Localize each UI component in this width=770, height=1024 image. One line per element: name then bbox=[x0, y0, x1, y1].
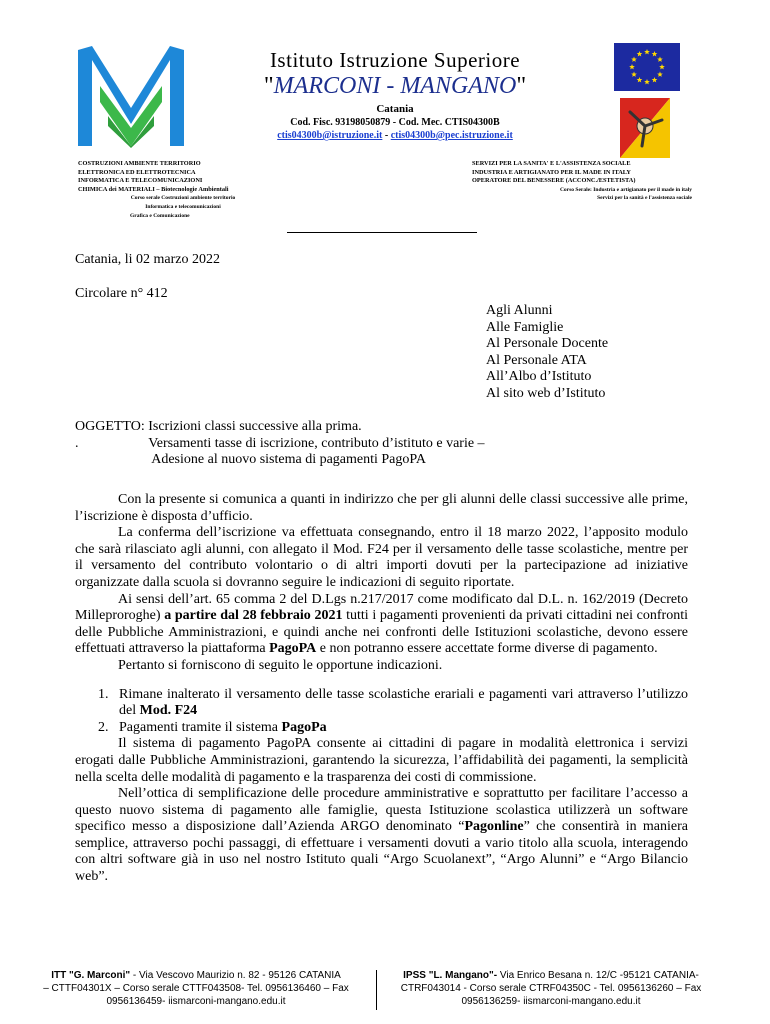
recipient: Alle Famiglie bbox=[486, 319, 564, 335]
header-divider bbox=[287, 232, 477, 233]
sicily-emblem-icon bbox=[620, 98, 670, 158]
recipient: Al Personale Docente bbox=[486, 336, 609, 351]
course-left-4: CHIMICA dei MATERIALI – Biotecnologie Ambientali bbox=[78, 185, 229, 193]
footer-left bbox=[30, 969, 362, 1008]
subject-line: . Versamenti tasse di iscrizione, contributo d’istituto e varie – bbox=[75, 435, 485, 451]
paragraph: Ai sensi dell’art. 65 comma 2 del D.Lgs n.217/2017 come modificato dal D.L. n. 162/2019 (Decreto Milleproroghe) a partire dal 28 febbraio 2021 tutti i pagamenti provenienti da privati cittadini nei confronti delle Pubbliche Amministrazioni, e quindi anche nei confronti delle Istituzioni scolastiche, devono essere effettuati attraverso la piattaforma PagoPA e non potranno essere accettate forme diverse di pagamento. bbox=[75, 591, 688, 657]
course-right-5: Servizi per la sanità e l'assistenza sociale bbox=[597, 195, 692, 202]
list-item: 1. Rimane inalterato il versamento delle tasse scolastiche erariali e pagamenti vari attraverso l’utilizzo del Mod. F24 bbox=[98, 686, 688, 719]
school-emails bbox=[195, 130, 595, 141]
footer-left-line3: 0956136459- iismarconi-mangano.edu.it bbox=[106, 996, 286, 1007]
email-separator: - bbox=[382, 130, 391, 141]
footer-right-line2: CTRF043014 - Corso serale CTRF04350C - Tel. 0956136260 – Fax bbox=[400, 983, 702, 994]
subject-line: OGGETTO: Iscrizioni classi successive alla prima. bbox=[75, 419, 362, 434]
pec-link[interactable]: ctis04300b@pec.istruzione.it bbox=[390, 130, 513, 141]
course-left-7: Grafica e Comunicazione bbox=[130, 212, 190, 219]
footer-right bbox=[386, 969, 716, 1008]
course-right-2: INDUSTRIA E ARTIGIANATO PER IL MADE IN ITALY bbox=[472, 168, 631, 176]
course-left-1: COSTRUZIONI AMBIENTE TERRITORIO bbox=[78, 160, 201, 167]
letter-subject bbox=[75, 419, 695, 469]
course-left-6: Informatica e telecomunicazioni bbox=[145, 203, 221, 210]
paragraph: La conferma dell’iscrizione va effettuata consegnando, entro il 18 marzo 2022, l’apposito modulo che sarà rilasciato agli alunni, con allegato il Mod. F24 per il versamento delle tasse scolastiche, mentre per il versamento del contributo volontario o di altri importi dovuti per la partecipazione ad iniziative organizzate dalla scuola si dovranno seguire le indicazioni di seguito riportate. bbox=[75, 525, 688, 590]
recipient: Al Personale ATA bbox=[486, 352, 587, 368]
courses-left bbox=[78, 160, 288, 220]
school-title-name bbox=[195, 73, 595, 100]
course-left-2: ELETTRONICA ED ELETTROTECNICA bbox=[78, 168, 196, 176]
course-right-3: OPERATORE DEL BENESSERE (ACCONC./ESTETISTA) bbox=[472, 177, 636, 185]
email-link[interactable]: ctis04300b@istruzione.it bbox=[277, 130, 383, 141]
footer-left-line2: – CTTF04301X – Corso serale CTTF043508- Tel. 0956136460 – Fax bbox=[43, 983, 349, 994]
title-school-name: MARCONI - MANGANO bbox=[273, 73, 517, 99]
letter-body bbox=[75, 492, 688, 886]
paragraph: Pertanto si forniscono di seguito le opportune indicazioni. bbox=[118, 657, 443, 673]
title-quote-close: " bbox=[516, 73, 527, 99]
school-logo-icon bbox=[78, 46, 184, 148]
course-right-1: SERVIZI PER LA SANITA' E L'ASSISTENZA SOCIALE bbox=[472, 160, 631, 167]
eu-flag-icon bbox=[614, 43, 680, 91]
recipient: Al sito web d’Istituto bbox=[486, 385, 606, 401]
letter-date: Catania, li 02 marzo 2022 bbox=[75, 252, 221, 267]
school-title-line1: Istituto Istruzione Superiore bbox=[269, 48, 521, 72]
footer-right-address: Via Enrico Besana n. 12/C -95121 CATANIA- bbox=[497, 970, 699, 981]
course-left-5: Corso serale Costruzioni ambiente territorio bbox=[130, 195, 236, 202]
paragraph: Il sistema di pagamento PagoPA consente ai cittadini di pagare in modalità elettronica i servizi erogati dalle Pubbliche Amministrazioni, garantendo la sicurezza, l’affidabilità dei pagamenti, la semplicità nella scelta delle modalità di pagamento e la trasparenza dei costi di commissione. bbox=[75, 736, 688, 785]
courses-right bbox=[472, 160, 692, 203]
footer-left-name: ITT "G. Marconi" bbox=[51, 970, 131, 981]
school-city: Catania bbox=[376, 103, 414, 115]
footer-left-address: - Via Vescovo Maurizio n. 82 - 95126 CATANIA bbox=[130, 970, 341, 981]
course-right-4: Corso Serale: Industria e artigianato per il made in italy bbox=[559, 186, 692, 193]
recipient: All’Albo d’Istituto bbox=[486, 369, 592, 384]
paragraph: Con la presente si comunica a quanti in indirizzo che per gli alunni delle classi successive alle prime, l’iscrizione è disposta d’ufficio. bbox=[75, 492, 688, 524]
school-codes: Cod. Fisc. 93198050879 - Cod. Mec. CTIS04300B bbox=[290, 117, 500, 128]
footer-right-line3: 0956136259- iismarconi-mangano.edu.it bbox=[461, 996, 641, 1007]
list-item: 2. Pagamenti tramite il sistema PagoPa bbox=[98, 719, 327, 735]
recipients-list bbox=[486, 303, 608, 402]
footer-right-name: IPSS "L. Mangano"- bbox=[403, 970, 498, 981]
footer-divider bbox=[376, 970, 377, 1010]
circolare-number: Circolare n° 412 bbox=[75, 286, 168, 301]
course-left-3: INFORMATICA E TELECOMUNICAZIONI bbox=[78, 177, 203, 185]
subject-line: Adesione al nuovo sistema di pagamenti PagoPA bbox=[75, 452, 427, 467]
paragraph: Nell’ottica di semplificazione delle procedure amministrative e soprattutto per facilitare l’accesso a questo nuovo sistema di pagamento alle famiglie, questa Istituzione scolastica utilizzerà un software specifico messo a disposizione dall’Azienda ARGO denominato “Pagonline” che consentirà in maniera semplice, attraverso pochi passaggi, di effettuare i versamenti dovuti a vario titolo alla scuola, interagendo con altri software già in uso nel nostro Istituto quali “Argo Scuolanext”, “Argo Alunni” e “Argo Bilancio web”. bbox=[75, 786, 688, 885]
title-quote-open: " bbox=[263, 73, 274, 99]
recipient: Agli Alunni bbox=[486, 303, 553, 318]
